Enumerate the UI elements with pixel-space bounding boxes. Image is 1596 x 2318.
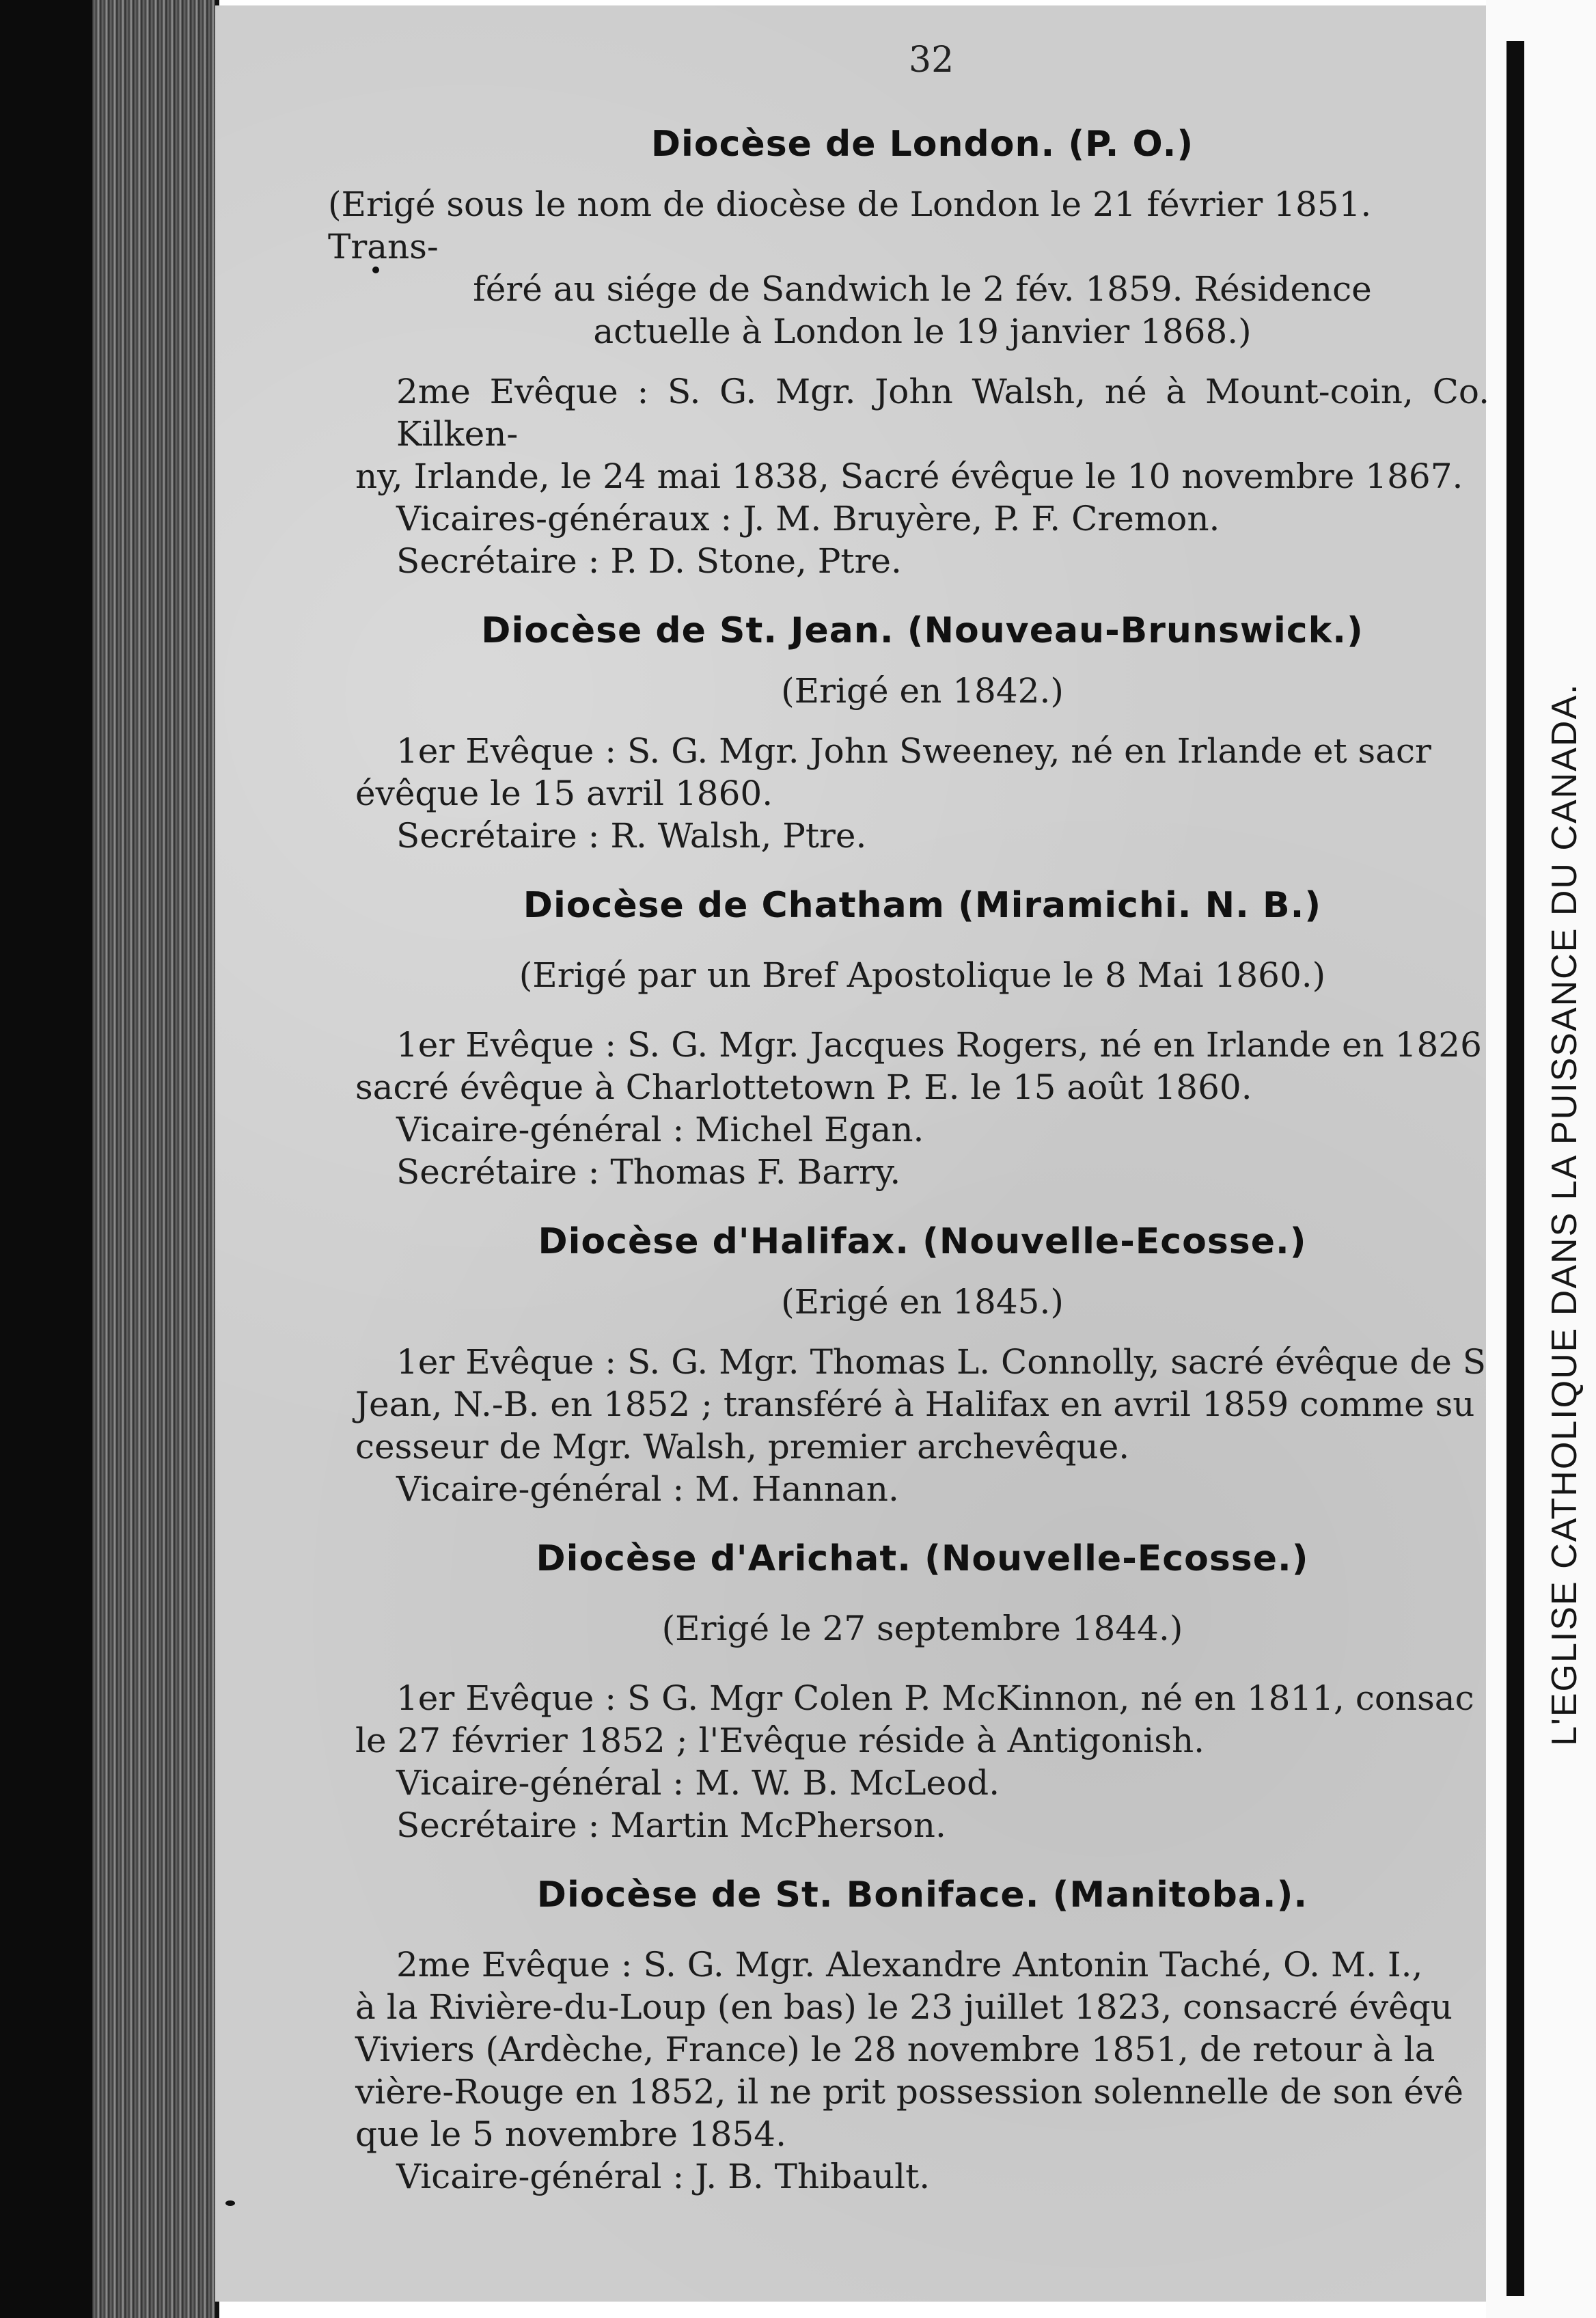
heading-region: (Manitoba.). xyxy=(1052,1874,1308,1915)
bishop-entry-cont: à la Rivière-du-Loup (en bas) le 23 juillet 1823, consacré évêqu xyxy=(355,1987,1453,2027)
diocese-chatham xyxy=(355,884,1489,1193)
heading-region: (Nouveau-Brunswick.) xyxy=(907,610,1364,651)
section-heading xyxy=(355,1221,1489,1263)
bishop-entry-cont: le 27 février 1852 ; l'Evêque réside à Antigonish. xyxy=(355,1721,1205,1760)
diocese-st-boniface xyxy=(355,1874,1489,2198)
erection-note-line: féré au siége de Sandwich le 2 fév. 1859. Résidence xyxy=(473,269,1372,309)
ink-speck xyxy=(372,267,379,273)
bishop-entry: 1er Evêque : S. G. Mgr. John Sweeney, né en Irlande et sacr xyxy=(396,731,1431,771)
bishop-entry-cont: cesseur de Mgr. Walsh, premier archevêque. xyxy=(355,1427,1130,1467)
page-content xyxy=(328,123,1489,2198)
section-heading xyxy=(355,123,1489,165)
heading-title: Diocèse d'Arichat. xyxy=(536,1538,911,1579)
section-heading xyxy=(355,1538,1489,1580)
section-heading xyxy=(355,1874,1489,1916)
page-edge-rule xyxy=(1506,41,1524,2296)
diocese-arichat xyxy=(355,1538,1489,1846)
secretary: Secrétaire : P. D. Stone, Ptre. xyxy=(396,541,902,581)
section-heading xyxy=(355,610,1489,652)
vicar-general: Vicaire-général : Michel Egan. xyxy=(396,1110,924,1149)
erection-note: (Erigé en 1842.) xyxy=(781,671,1064,711)
vicars-general: Vicaires-généraux : J. M. Bruyère, P. F. Cremon. xyxy=(396,499,1220,538)
heading-title: Diocèse d'Halifax. xyxy=(538,1221,909,1262)
bishop-entry-cont: Jean, N.-B. en 1852 ; transféré à Halifax en avril 1859 comme su xyxy=(355,1385,1475,1424)
diocese-london xyxy=(328,123,1489,582)
bishop-entry-cont: sacré évêque à Charlottetown P. E. le 15 août 1860. xyxy=(355,1067,1252,1107)
heading-region: (Nouvelle-Ecosse.) xyxy=(922,1221,1307,1262)
vicar-general: Vicaire-général : M. W. B. McLeod. xyxy=(396,1763,1000,1803)
erection-note: (Erigé par un Bref Apostolique le 8 Mai 1860.) xyxy=(519,955,1326,995)
heading-title: Diocèse de St. Boniface. xyxy=(536,1874,1040,1915)
heading-region: (Nouvelle-Ecosse.) xyxy=(924,1538,1309,1579)
heading-region: (Miramichi. N. B.) xyxy=(958,885,1322,926)
book-binding-shadow xyxy=(0,0,92,2318)
ink-speck xyxy=(225,2200,235,2206)
bishop-entry-cont: Viviers (Ardèche, France) le 28 novembre 1851, de retour à la xyxy=(355,2030,1435,2069)
erection-note-line: actuelle à London le 19 janvier 1868.) xyxy=(593,312,1252,351)
page-stack-edge xyxy=(92,0,219,2318)
heading-title: Diocèse de Chatham xyxy=(523,885,945,926)
secretary: Secrétaire : R. Walsh, Ptre. xyxy=(396,816,867,856)
bishop-entry-cont: vière-Rouge en 1852, il ne prit possession solennelle de son évê xyxy=(355,2072,1463,2112)
bishop-entry-cont: ny, Irlande, le 24 mai 1838, Sacré évêque le 10 novembre 1867. xyxy=(355,456,1463,496)
section-heading xyxy=(355,884,1489,927)
running-title: L'EGLISE CATHOLIQUE DANS LA PUISSANCE DU CANADA. xyxy=(1545,683,1584,1746)
vicar-general: Vicaire-général : J. B. Thibault. xyxy=(396,2157,931,2196)
bishop-entry-cont: évêque le 15 avril 1860. xyxy=(355,774,773,813)
bishop-entry: 1er Evêque : S G. Mgr Colen P. McKinnon, né en 1811, consac xyxy=(396,1678,1474,1718)
erection-note: (Erigé en 1845.) xyxy=(781,1282,1064,1322)
diocese-st-jean xyxy=(355,610,1489,857)
vicar-general: Vicaire-général : M. Hannan. xyxy=(396,1469,899,1509)
bishop-entry-cont: que le 5 novembre 1854. xyxy=(355,2114,786,2154)
page-number: 32 xyxy=(909,40,954,81)
bishop-entry: 1er Evêque : S. G. Mgr. Jacques Rogers, né en Irlande en 1826 xyxy=(396,1025,1482,1065)
heading-region: (P. O.) xyxy=(1068,124,1194,165)
secretary: Secrétaire : Thomas F. Barry. xyxy=(396,1152,901,1192)
bishop-entry: 2me Evêque : S. G. Mgr. John Walsh, né à Mount-coin, Co. Kilken- xyxy=(396,372,1489,454)
erection-note-line: (Erigé sous le nom de diocèse de London le 21 février 1851. Trans- xyxy=(328,185,1372,267)
heading-title: Diocèse de St. Jean. xyxy=(481,610,894,651)
diocese-halifax xyxy=(355,1221,1489,1510)
erection-note: (Erigé le 27 septembre 1844.) xyxy=(661,1609,1183,1648)
secretary: Secrétaire : Martin McPherson. xyxy=(396,1805,946,1845)
bishop-entry: 2me Evêque : S. G. Mgr. Alexandre Antonin Taché, O. M. I., xyxy=(396,1945,1423,1985)
heading-title: Diocèse de London. xyxy=(650,124,1056,165)
bishop-entry: 1er Evêque : S. G. Mgr. Thomas L. Connolly, sacré évêque de S xyxy=(396,1342,1486,1382)
